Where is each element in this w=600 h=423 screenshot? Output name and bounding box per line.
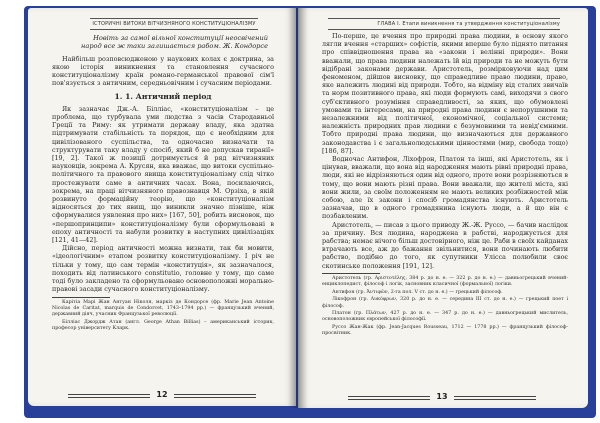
right-page [298,8,588,408]
body-paragraph: Дійсно, період античності можна визнати, так би мовити, «ідеологічним» етапом розвитку конституціоналізму. І річ не тільки у тому, що сам термін «конституція», як зазначалося, походить від латинського constitutio, головне у тому, що саме тоді було закладено та сформульовано основоположні морально-правові засади сучасного конституціоналізму. [52,244,274,294]
footnote-rule [52,297,110,298]
body-paragraph: Аристотель, — писав з цього приводу Ж.-Ж. Руссо, — бачив наслідок за причину. Вся людина, народжена в рабстві, народжується для рабства; немає нічого більш достовірного, ніж це. Раби в своїх кайданах втрачають все, аж до бажання звільнитися, вони починають любити рабство, подібно до того, як супутники Улісса полюбили своє скотинське положення [191, 12]. [322,220,568,270]
footer-ornament [68,394,150,398]
footer-ornament [348,396,430,400]
body-paragraph: Водночас Антифон, Ліхофрон, Платон та інші, які Аристотель, як і цінував, вважали, що вона від народження мають рівні природні права, люди, які не відрізняються один від одного, проте вони розрізняються в тому, що вони мають різні права. Вони вважали, що жителі міста, які вони жили, за своїм положенням не мають великих розбіжностей між собою, але їх закони і спосіб громадянства існують. Аристотель зазначав, що в одного громадянина існують люди, а й що він є позбавленим. [322,155,568,221]
footer-ornament [454,396,536,400]
footnote: Антифон (гр. Ἀντιφῶν, 2-га пол. V ст. до н. е.) — грецький філософ. [332,289,503,295]
page-number: 13 [436,392,448,401]
page-number: 12 [156,390,168,399]
footnote: Карітіа Марі Жан Антуан Ніколя, маркіз де Кондорсе (фр. Marie Jean Antoine Nicolas de Caritat, marquis de Condorcet, 1743–1794 рр.) — французький вчений, державний діяч, учасник Французької революції. [52,299,274,318]
footnote: Руссо Жан-Жак (фр. Jean-Jacques Rousseau, 1712 — 1778 рр.) — французький філософ-просвітник. [322,324,568,337]
footnote: Лікофрон (гр. Λυκόφρων, 320 р. до н. е. — середина III ст. до н. е.) — грецький поет і філософ. [322,297,568,309]
epigraph: Новіть за самої вільної конституції неосвічений народ все ж таки залишається рабом. Ж. Кондорсе [81,34,268,51]
page-footer-left [28,389,296,401]
right-page-body [322,32,568,339]
running-header-left: ІСТОРИЧНІ ВИТОКИ ВІТЧИЗНЯНОГО КОНСТИТУЦІОНАЛІЗМУ [90,18,258,30]
body-paragraph: Як зазначає Дж.-А. Білліас, «конституціоналізм – це проблема, що турбувала уми людства з часів Стародавньої Греції та Риму: як утримати державу владу, яка здатна підтримувати стабільність та порядок, що є необхідним для цивілізованого суспільства, та одночасно визначати та структурувати таку владу у спосіб, який б не допускав тиранії» [19, 2]. Такої ж позиції дотримується й ряд вітчизняних науковців, зокрема А. Крусян, яка вважає, що витоки суспільно-політичного та правового явища конституціоналізму слід чітко простежувати саме в античних часах. Вона, посилаючись, зокрема, на праці вітчизняного правознавця М. Орзіха, в якій розвинуто формаційну теорію, що «конституціоналізм відносяться до тих явищ, що виникли значно пізніше, ніж сформувалися уявлення про них» [167, 50], робить висновок, що «першопринципи» конституціоналізму були сформульовані в епоху античності та набули розвитку в наступних цивілізаціях [121, 41—42]. [52,104,274,245]
section-title: 1. 1. Античний період [114,91,212,101]
footnote-rule [322,273,380,274]
footnote: Аристотель (гр. Αριστοτέλης, 384 р. до н. е. — 322 р. до н. е.) — давньогрецький вчений-енциклопедист, філософ і логік, засновник класичної (формальної) логіки. [322,275,568,288]
intro-paragraph: Найбільш розповсюдженою у наукових колах є доктрина, за якою історія виникнення та становлення сучасного конституціоналізму країн романо-германської правової сім'ї пов'язується з античним, середньовічним і сучасним періодами. [52,54,274,88]
left-page [28,8,296,406]
page-footer-right [298,391,588,403]
footnote: Білліас Джордж Атан (англ. George Athan Billias) – американський історик, професор університету Кларк. [52,319,274,332]
footer-ornament [174,394,256,398]
left-page-body [52,32,274,334]
footnote: Платон (гр. Πλάτων, 427 р. до н. е. — 347 р. до н. е.) — давньогрецький мислитель, основоположник європейської філософії. [322,310,568,323]
running-header-right: ГЛАВА I. Етапи виникнення та утвердження конституціоналізму [328,18,560,30]
body-paragraph: По-перше, це вчення про природні права людини, в основу якого лягли вчення «старших» софістів, якими вперше було піднято питання про співвідношення права на «закони і велінні природи». Вони вважали, що права людини належать їй від природи та не можуть бути відібрані законами держави. Аристотель, розмірковуючи над цим феноменом, дійшов висновку, що справедливе право людини, право, яке належить людині від природи. Тобто, на відміну від сталих звичаїв та норм позитивного права, які люди формують самі, виходячи з свого суб'єктивного розуміння справедливості, за яких, що обумовлені умовами та інтересами, на природні права людини є непорушними та незалежними від політичної, економічної, соціальної системи; належність природних прав людини є безумовними та невід'ємними. Тобто природні права людини, що визначаються для державного законодавства і є загальнолюдськими цінностями (мир, свобода тощо) [186, 87]. [322,32,568,155]
